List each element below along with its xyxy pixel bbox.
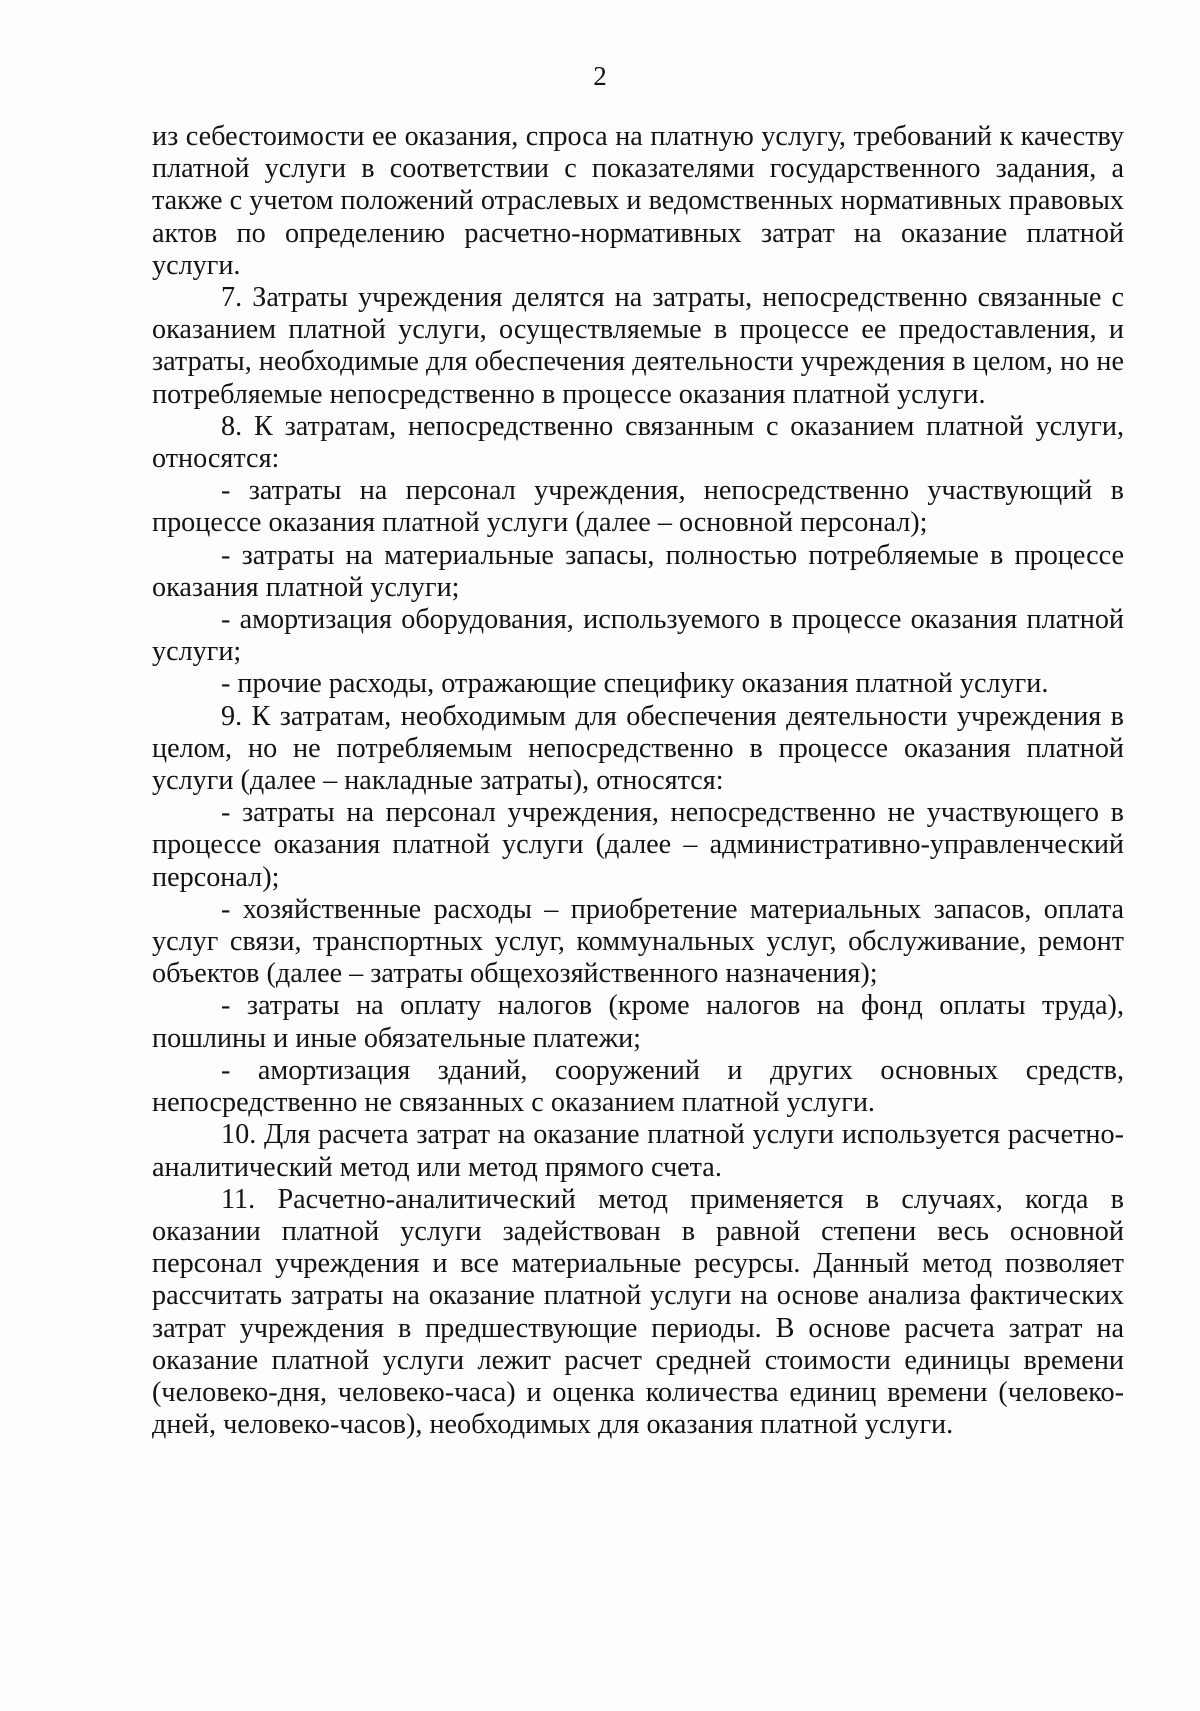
list-item-admin-staff: - затраты на персонал учреждения, непосредственно не участвующего в процессе оказания платной услуги (далее – административно-управленческий персонал);: [152, 797, 1124, 893]
page-number: 2: [593, 61, 607, 91]
list-item-buildings-depreciation: - амортизация зданий, сооружений и других основных средств, непосредственно не связанных с оказанием платной услуги.: [152, 1054, 1124, 1119]
paragraph-continuation: из себестоимости ее оказания, спроса на платную услугу, требований к качеству платной услуги в соответствии с показателями государственного задания, а также с учетом положений отраслевых и ведомственных нормативных правовых актов по определению расчетно-нормативных затрат на оказание платной услуги.: [152, 121, 1124, 281]
paragraph-item-11: 11. Расчетно-аналитический метод применяется в случаях, когда в оказании платной услуги задействован в равной степени весь основной персонал учреждения и все материальные ресурсы. Данный метод позволяет рассчитать затраты на оказание платной услуги на основе анализа фактических затрат учреждения в предшествующие периоды. В основе расчета затрат на оказание платной услуги лежит расчет средней стоимости единицы времени (человеко-дня, человеко-часа) и оценка количества единиц времени (человеко-дней, человеко-часов), необходимых для оказания платной услуги.: [152, 1183, 1124, 1441]
list-item-household-expenses: - хозяйственные расходы – приобретение материальных запасов, оплата услуг связи, транспортных услуг, коммунальных услуг, обслуживание, ремонт объектов (далее – затраты общехозяйственного назначения);: [152, 893, 1124, 990]
paragraph-item-8: 8. К затратам, непосредственно связанным с оказанием платной услуги, относятся:: [152, 410, 1124, 475]
list-item-other-expenses: - прочие расходы, отражающие специфику оказания платной услуги.: [221, 668, 1049, 700]
document-body: [152, 121, 1124, 1441]
list-item-equipment-depreciation: - амортизация оборудования, используемого в процессе оказания платной услуги;: [152, 604, 1124, 668]
paragraph-item-7: 7. Затраты учреждения делятся на затраты, непосредственно связанные с оказанием платной услуги, осуществляемые в процессе ее предоставления, и затраты, необходимые для обеспечения деятельности учреждения в целом, но не потребляемые непосредственно в процессе оказания платной услуги.: [152, 282, 1124, 410]
list-item-taxes: - затраты на оплату налогов (кроме налогов на фонд оплаты труда), пошлины и иные обязательные платежи;: [152, 990, 1124, 1054]
paragraph-item-9: 9. К затратам, необходимым для обеспечения деятельности учреждения в целом, но не потребляемым непосредственно в процессе оказания платной услуги (далее – накладные затраты), относятся:: [152, 700, 1124, 797]
list-item-materials: - затраты на материальные запасы, полностью потребляемые в процессе оказания платной услуги;: [152, 539, 1124, 603]
paragraph-item-10: 10. Для расчета затрат на оказание платной услуги используется расчетно-аналитический метод или метод прямого счета.: [152, 1119, 1124, 1183]
list-item-main-staff: - затраты на персонал учреждения, непосредственно участвующий в процессе оказания платной услуги (далее – основной персонал);: [152, 475, 1124, 539]
